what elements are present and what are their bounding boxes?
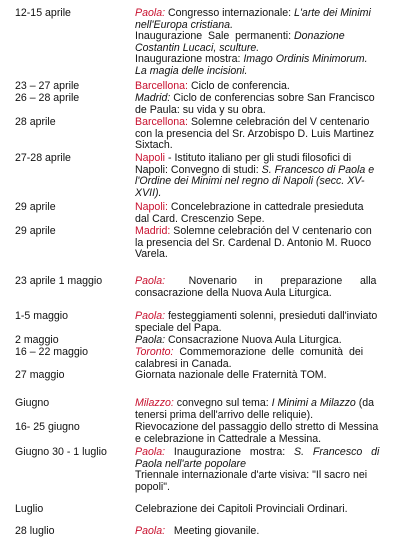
description-line <box>135 434 390 446</box>
event-date: 27 maggio <box>15 369 65 381</box>
event-description <box>135 202 390 225</box>
event-description <box>135 153 390 199</box>
description-text: con la presencia del Sr. Arzobispo D. Luis Martinez <box>135 127 375 140</box>
description-text: - Istituto italiano per gli studi filosofici di <box>165 152 352 164</box>
event-description <box>135 226 390 261</box>
event-description <box>135 81 390 93</box>
location-label: Paola: <box>135 446 166 458</box>
description-line <box>135 129 390 141</box>
description-text: Inaugurazione Sale permanenti: <box>135 30 295 43</box>
description-text: Solemne celebración del V centenario con <box>170 225 372 237</box>
italic-text: nell'Europa cristiana. <box>135 18 234 31</box>
italic-text: S. Francesco di <box>294 446 380 458</box>
description-text: tenersi prima dell'arrivo delle reliquie). <box>135 408 314 421</box>
event-date: 23 aprile 1 maggio <box>15 275 103 287</box>
event-description <box>135 526 390 538</box>
location-label: Toronto: <box>135 346 174 358</box>
event-date: 16 – 22 maggio <box>15 346 89 358</box>
description-text: (da <box>355 397 375 409</box>
event-description <box>135 447 390 493</box>
event-date: 26 – 28 aprile <box>15 92 80 104</box>
event-description <box>135 311 390 334</box>
description-line <box>135 238 390 250</box>
italic-text: La magia delle incisioni. <box>135 64 248 77</box>
description-text: dal Card. Crescenzio Sepe. <box>135 212 265 225</box>
description-text: de Paula: su vida y su obra. <box>135 103 266 116</box>
location-label: Paola: <box>135 275 166 287</box>
description-text: festeggiamenti solenni, presieduti dall'inviato <box>165 310 378 322</box>
description-text: Meeting giovanile. <box>165 525 260 537</box>
description-line <box>135 81 390 93</box>
italic-text: Imago Ordinis Minimorum. <box>243 53 368 66</box>
event-date: 23 – 27 aprile <box>15 80 80 92</box>
location-label: Paola: <box>135 310 166 322</box>
description-text: Congresso internazionale: <box>165 7 295 19</box>
italic-text: Madrid: <box>135 92 171 104</box>
description-text: speciale del Papa. <box>135 321 222 334</box>
description-text: e celebrazione in Cattedrale a Messina. <box>135 432 322 445</box>
event-date: 29 aprile <box>15 201 56 213</box>
event-date: Giugno <box>15 397 50 409</box>
description-text: Inaugurazione mostra: <box>135 53 244 66</box>
description-line <box>135 482 390 494</box>
description-text: Commemorazione delle comunità dei <box>173 346 364 358</box>
description-line <box>135 249 390 261</box>
description-text: Concelebrazione in cattedrale presieduta <box>167 201 364 213</box>
event-description <box>135 347 390 370</box>
description-text: Sixtach. <box>135 139 173 152</box>
description-text: Solemne celebración del V centenario <box>188 116 370 128</box>
description-text: Rievocazione del passaggio dello stretto di Messina <box>135 421 379 433</box>
description-text: Ciclo de conferencias sobre San Francisco <box>170 92 375 104</box>
italic-text: Paola: <box>135 334 166 346</box>
event-description <box>135 504 390 516</box>
description-text: calabresi in Canada. <box>135 357 232 370</box>
description-line <box>135 105 390 117</box>
description-line <box>135 66 390 78</box>
description-text: convegno sul tema: <box>173 397 272 409</box>
description-text: la presencia del Sr. Cardenal D. Antonio M. Ruoco <box>135 236 372 249</box>
event-date: 28 luglio <box>15 525 55 537</box>
description-text: Triennale internazionale d'arte visiva: "Il sacro nei <box>135 469 368 482</box>
italic-text: XVII). <box>135 186 162 199</box>
description-text: popoli". <box>135 480 170 493</box>
description-text: consacrazione della Nuova Aula Liturgica. <box>135 286 332 299</box>
event-description <box>135 276 390 299</box>
description-text: Consacrazione Nuova Aula Liturgica. <box>165 334 342 346</box>
location-label: Madrid: <box>135 225 171 237</box>
event-description <box>135 335 390 347</box>
description-line <box>135 188 390 200</box>
event-description <box>135 398 390 421</box>
event-description <box>135 370 390 382</box>
event-date: Giugno 30 - 1 luglio <box>15 446 107 458</box>
location-label: Paola: <box>135 7 166 19</box>
event-date: 29 aprile <box>15 225 56 237</box>
location-label: Milazzo: <box>135 397 174 409</box>
description-text: Varela. <box>135 248 168 261</box>
event-date: 2 maggio <box>15 334 59 346</box>
event-description <box>135 8 390 78</box>
location-label: Napoli: <box>135 201 168 213</box>
description-line <box>135 288 390 300</box>
description-line <box>135 526 390 538</box>
description-line <box>135 470 390 482</box>
italic-text: Costantin Lucaci, sculture. <box>135 41 260 54</box>
description-line <box>135 176 390 188</box>
event-date: 12-15 aprile <box>15 7 71 19</box>
event-date: 16- 25 giugno <box>15 421 80 433</box>
location-label: Barcellona: <box>135 80 188 92</box>
description-line <box>135 335 390 347</box>
description-line <box>135 504 390 516</box>
italic-text: l'Ordine dei Minimi nel regno di Napoli (secc. XV- <box>135 175 365 188</box>
description-text: Celebrazione dei Capitoli Provinciali Ordinari. <box>135 503 348 515</box>
location-label: Barcellona: <box>135 116 188 128</box>
description-text: Giornata nazionale delle Fraternità TOM. <box>135 369 327 381</box>
event-description <box>135 117 390 152</box>
location-label: Paola: <box>135 525 166 537</box>
description-line <box>135 410 390 422</box>
event-date: 27-28 aprile <box>15 152 71 164</box>
description-line <box>135 370 390 382</box>
event-date: 1-5 maggio <box>15 310 68 322</box>
italic-text: L'arte dei Minimi <box>294 7 371 19</box>
location-label: Napoli <box>135 152 166 164</box>
event-date: 28 aprile <box>15 116 56 128</box>
description-text: Ciclo de conferencia. <box>188 80 290 92</box>
description-text: Novenario in preparazione alla <box>165 275 377 287</box>
event-description <box>135 422 390 445</box>
description-line <box>135 140 390 152</box>
italic-text: Donazione <box>294 30 345 43</box>
description-text: Inaugurazione mostra: <box>165 446 295 458</box>
description-line <box>135 323 390 335</box>
italic-text: Paola nell'arte popolare <box>135 457 246 470</box>
event-date: Luglio <box>15 503 44 515</box>
italic-text: I Minimi a Milazzo <box>271 397 356 409</box>
italic-text: S. Francesco di Paola e <box>261 163 375 176</box>
description-line <box>135 214 390 226</box>
event-description <box>135 93 390 116</box>
description-text: Napoli: Convegno di studi: <box>135 163 262 176</box>
